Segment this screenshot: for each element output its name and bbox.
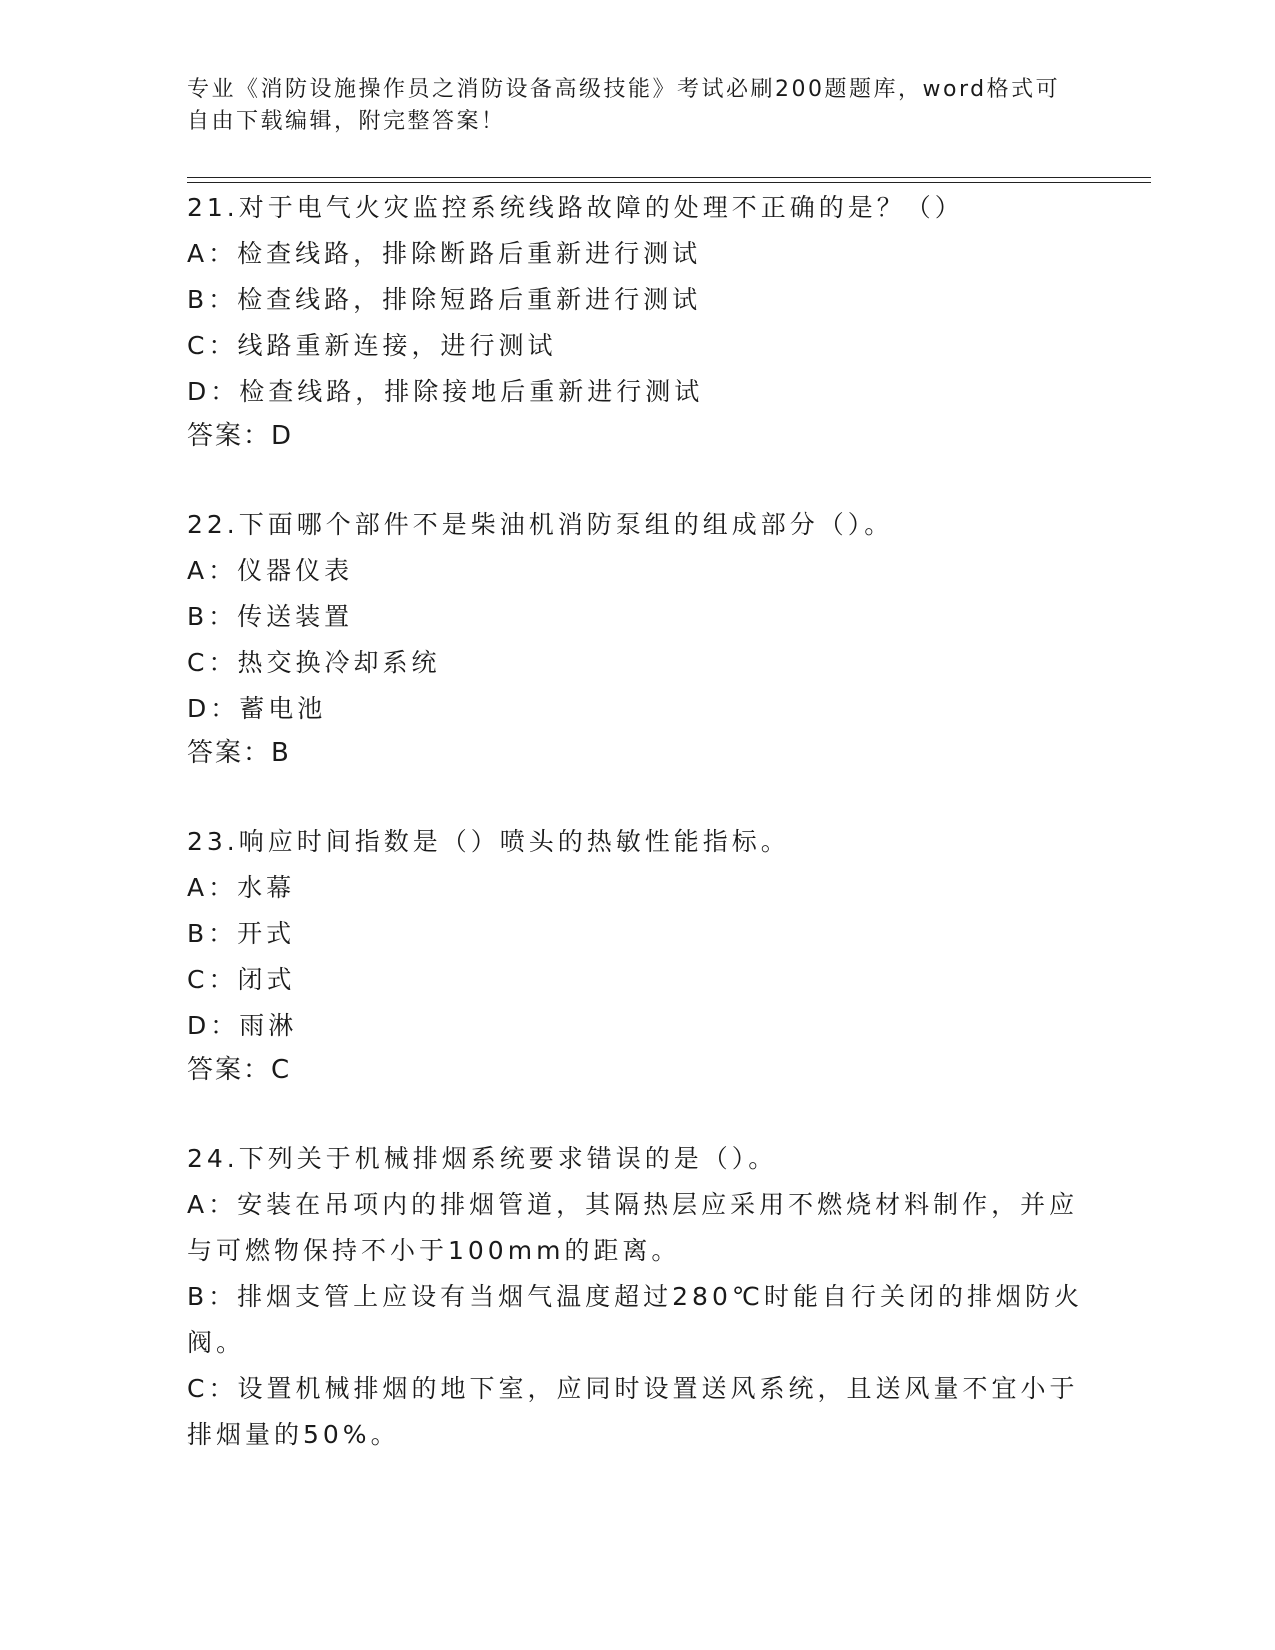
option-a: A：检查线路，排除断路后重新进行测试 [187, 239, 702, 268]
option-b: B：传送装置 [187, 602, 354, 631]
option-d: D：雨淋 [187, 1011, 298, 1040]
question-answer: 答案：D [187, 421, 294, 451]
question-22 [187, 502, 1087, 774]
question-23 [187, 819, 1087, 1091]
header-line-1: 专业《消防设施操作员之消防设备高级技能》考试必刷200题题库，word格式可 [187, 77, 1061, 102]
option-c: C：闭式 [187, 965, 296, 994]
option-c: C：线路重新连接，进行测试 [187, 331, 557, 360]
question-stem: 22.下面哪个部件不是柴油机消防泵组的组成部分（）。 [187, 510, 894, 539]
header-divider-bottom [187, 182, 1151, 183]
question-list [187, 185, 1087, 1503]
option-a: A：安装在吊项内的排烟管道，其隔热层应采用不燃烧材料制作，并应与可燃物保持不小于100mm的距离。 [187, 1190, 1079, 1265]
question-answer: 答案：B [187, 738, 291, 768]
question-21 [187, 185, 1087, 457]
question-stem: 23.响应时间指数是（）喷头的热敏性能指标。 [187, 827, 790, 856]
header-line-2: 自由下载编辑，附完整答案！ [187, 109, 506, 134]
document-header [187, 74, 1067, 138]
option-b: B：排烟支管上应设有当烟气温度超过280℃时能自行关闭的排烟防火阀。 [187, 1282, 1083, 1357]
option-d: D：检查线路，排除接地后重新进行测试 [187, 377, 704, 406]
option-a: A：水幕 [187, 873, 296, 902]
option-c: C：设置机械排烟的地下室，应同时设置送风系统，且送风量不宜小于排烟量的50%。 [187, 1374, 1079, 1449]
question-stem: 24.下列关于机械排烟系统要求错误的是（）。 [187, 1144, 778, 1173]
question-answer: 答案：C [187, 1055, 292, 1085]
question-24 [187, 1136, 1087, 1458]
option-c: C：热交换冷却系统 [187, 648, 441, 677]
option-d: D：蓄电池 [187, 694, 327, 723]
option-b: B：检查线路，排除短路后重新进行测试 [187, 285, 702, 314]
question-stem: 21.对于电气火灾监控系统线路故障的处理不正确的是？（） [187, 193, 964, 222]
option-b: B：开式 [187, 919, 296, 948]
header-divider-top [187, 177, 1151, 178]
option-a: A：仪器仪表 [187, 556, 354, 585]
